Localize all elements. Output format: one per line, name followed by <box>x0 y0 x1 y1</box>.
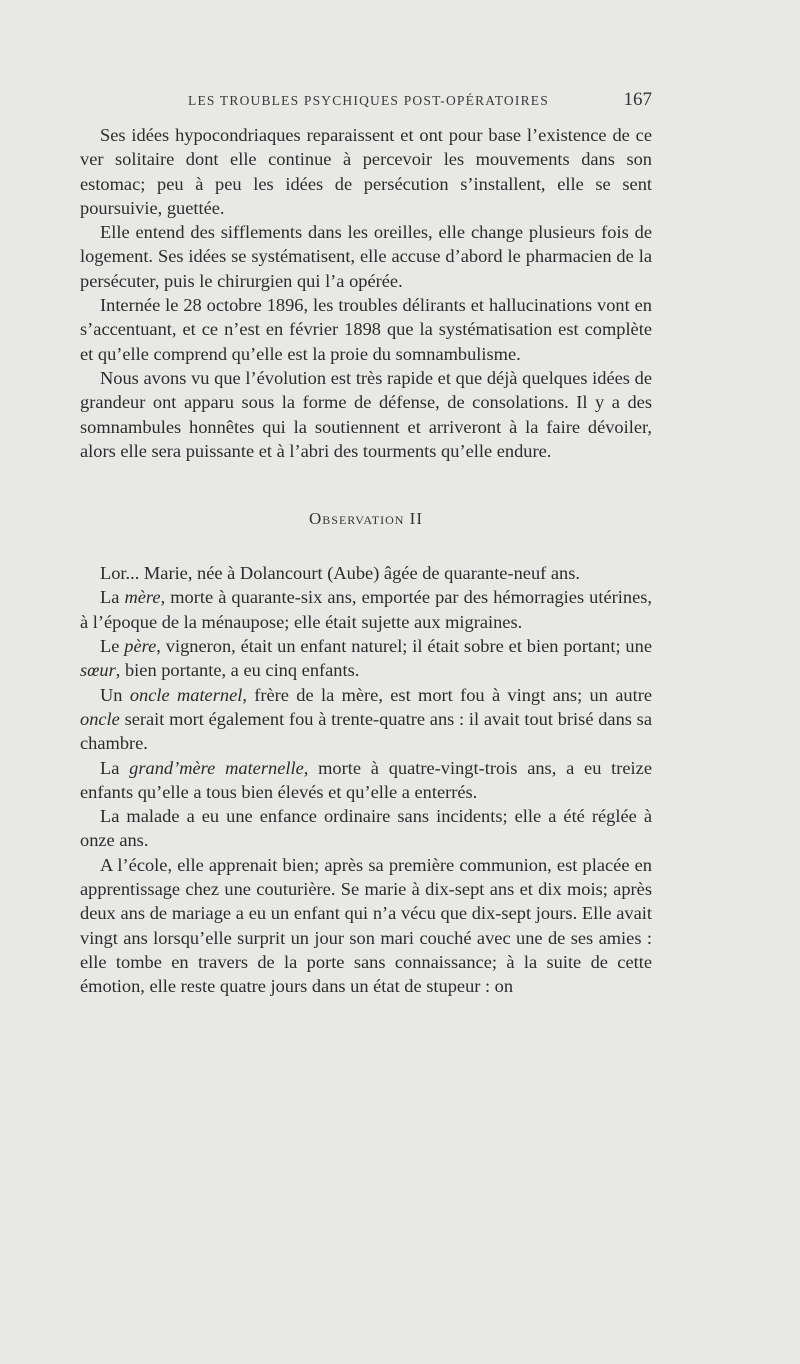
text-segment: Un <box>100 684 130 705</box>
kin-term-maternal-grandmother: grand’mère maternelle <box>129 757 304 778</box>
text-segment: La <box>100 587 125 608</box>
body-text <box>80 123 652 999</box>
text-segment: Le <box>100 636 125 657</box>
kin-term-sister: sœur <box>80 660 116 681</box>
kin-term-father: père <box>124 636 157 657</box>
kin-term-maternal-uncle: oncle maternel <box>129 684 243 705</box>
page-number: 167 <box>623 89 652 110</box>
running-title: LES TROUBLES PSYCHIQUES POST-OPÉRATOIRES <box>188 93 549 108</box>
text-segment: La <box>100 757 130 778</box>
paragraph-mother <box>80 585 652 634</box>
text-segment: , frère de la mère, est mort fou à vingt ans; un autre <box>242 684 652 705</box>
section-heading-observation: Observation II <box>308 509 423 529</box>
paragraph-grandmother <box>80 756 652 805</box>
paragraph-whistling-ears: Elle entend des sifflements dans les oreilles, elle change plusieurs fois de logement. Ses idées se systématisent, elle accuse d’abord le pharmacien de la persécuter, puis le chirurgien qui l’a opérée. <box>80 222 652 291</box>
text-segment: serait mort également fou à trente-quatre ans : il avait tout brisé dans sa chambre. <box>80 708 652 754</box>
text-segment: , vigneron, était un enfant naturel; il était sobre et bien portant; une <box>156 636 652 657</box>
running-header <box>188 89 652 111</box>
kin-term-uncle: oncle <box>80 708 120 729</box>
paragraph-uncle <box>80 683 652 756</box>
paragraph-father <box>80 634 652 683</box>
paragraph-patient-identity: Lor... Marie, née à Dolancourt (Aube) âgée de quarante-neuf ans. <box>100 563 580 584</box>
paragraph-school-and-marriage: A l’école, elle apprenait bien; après sa première communion, est placée en apprentissage chez une couturière. Se marie à dix-sept ans et dix mois; après deux ans de mariage a eu un enfant qui n’a vécu que dix-sept jours. Elle avait vingt ans lorsqu’elle surprit un jour son mari couché avec une de ses amies : elle tombe en travers de la porte sans connaissance; à la suite de cette émotion, elle reste quatre jours dans un état de stupeur : on <box>80 854 652 997</box>
text-segment: , bien portante, a eu cinq enfants. <box>115 660 360 681</box>
paragraph-rapid-evolution: Nous avons vu que l’évolution est très rapide et que déjà quelques idées de grandeur ont apparu sous la forme de défense, de consolations. Il y a des somnambules honnêtes qui la soutiennent et arriveront à la faire dévoiler, alors elle sera puissante et à l’abri des tourments qu’elle endure. <box>80 367 652 461</box>
text-segment: , morte à quarante-six ans, emportée par des hémorragies utérines, à l’époque de la ménaupose; elle était sujette aux migraines. <box>80 587 652 632</box>
paragraph-hypochondriac-ideas: Ses idées hypocondriaques reparaissent et ont pour base l’existence de ce ver solitaire dont elle continue à percevoir les mouvements dans son estomac; peu à peu les idées de persécution s’installent, elle se sent poursuivie, guettée. <box>80 125 652 218</box>
kin-term-mother: mère <box>124 587 161 608</box>
paragraph-childhood: La malade a eu une enfance ordinaire sans incidents; elle a été réglée à onze ans. <box>80 806 652 851</box>
paragraph-internment: Internée le 28 octobre 1896, les troubles délirants et hallucinations vont en s’accentuant, et ce n’est en février 1898 que la systématisation est complète et qu’elle comprend qu’elle est la proie du somnambulisme. <box>80 295 652 364</box>
text-segment: , morte à quatre-vingt-trois ans, a eu treize enfants qu’elle a tous bien élevés et qu’elle a enterrés. <box>80 757 652 802</box>
